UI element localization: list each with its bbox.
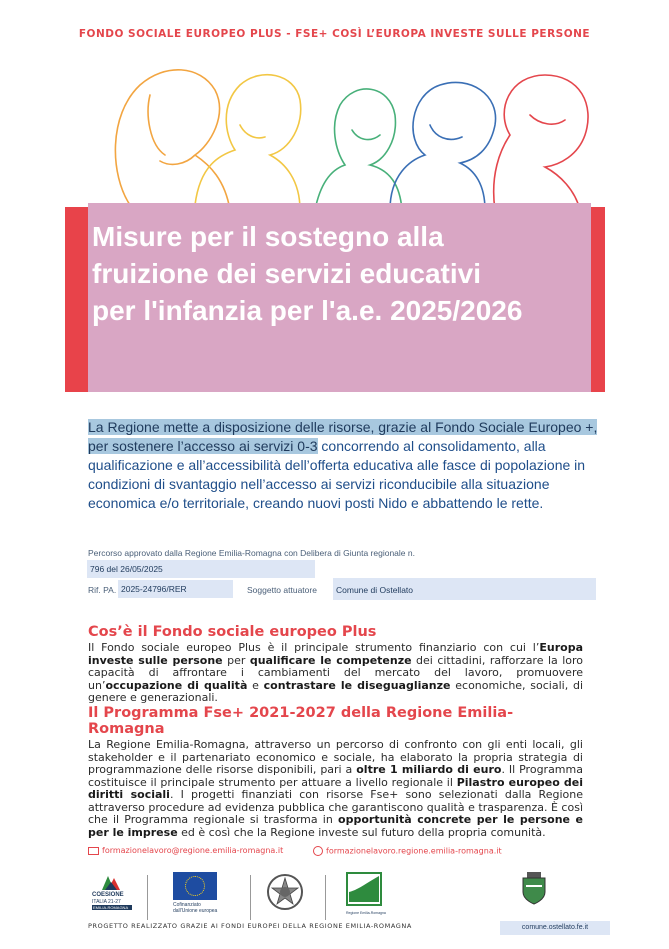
comune-url[interactable]: comune.ostellato.fe.it — [521, 924, 589, 931]
eu-flag-icon — [173, 872, 217, 900]
page-title — [92, 218, 592, 329]
soggetto-label: Soggetto attuatore — [247, 585, 317, 595]
divider — [250, 875, 251, 920]
rif-pa-field: 2025-24796/RER — [118, 580, 233, 598]
mail-icon — [88, 847, 99, 855]
title-line-1: Misure per il sostegno alla — [92, 221, 444, 252]
intro-rest: concorrendo al consolidamento, alla qualificazione e all’accessibilità dell’offerta educativa alle fasce di popolazione in condizioni di svantaggio nell’accesso ai servizi riconducibile alla situazione economica e/o territoriale, creando nuovi posti Nido e abbattendo le rette. — [88, 438, 586, 511]
footer-note: PROGETTO REALIZZATO GRAZIE AI FONDI EUROPEI DELLA REGIONE EMILIA-ROMAGNA — [88, 922, 412, 930]
face-yellow — [195, 75, 301, 210]
rif-pa-label: Rif. PA. — [88, 585, 117, 595]
coesione-mark-icon — [96, 872, 126, 892]
soggetto-field: Comune di Ostellato — [333, 578, 596, 600]
face-blue — [390, 82, 496, 210]
header-tagline — [0, 28, 669, 40]
face-green — [315, 89, 402, 210]
email-contact[interactable] — [88, 846, 283, 855]
email-link[interactable]: formazionelavoro@regione.emilia-romagna.it — [102, 846, 284, 855]
divider — [147, 875, 148, 920]
section-programma-body: La Regione Emilia-Romagna, attraverso un percorso di confronto con gli enti locali, gli stakeholder e il partenariato economico e sociale, ha elaborato la propria strategia di programmazione delle risorse disponibili, pari a oltre 1 miliardo di euro. Il Programma costituisce il principale strumento per attuare a livello regionale il Pilastro europeo dei diritti sociali. I progetti finanziati con risorse Fse+ sono selezionati dalla Regione attraverso procedure ad evidenza pubblica che garantiscono qualità e trasparenza. È così che il Programma regionale si trasforma in opportunità concrete per le persone e per le imprese ed è così che la Regione investe sul futuro della propria comunità. — [88, 738, 583, 839]
eu-logo: Cofinanziato dall'Unione europea — [173, 872, 223, 914]
face-orange — [115, 70, 230, 210]
section-programma-heading: Il Programma Fse+ 2021-2027 della Regione Emilia-Romagna — [88, 705, 514, 737]
globe-icon — [313, 846, 323, 856]
title-line-2: fruizione dei servizi educativi — [92, 258, 482, 289]
intro-highlighted: La Regione mette a disposizione delle risorse, grazie al Fondo Sociale Europeo +, per sostenere l’accesso ai servizi 0-3 — [88, 419, 598, 454]
approval-value-field: 796 del 26/05/2025 — [87, 560, 315, 578]
web-link[interactable]: formazionelavoro.regione.emilia-romagna.it — [326, 846, 502, 856]
regione-er-mark-icon — [346, 872, 382, 906]
section-fse-heading: Cos’è il Fondo sociale europeo Plus — [88, 624, 377, 640]
intro-paragraph — [88, 418, 598, 513]
title-line-3: per l'infanzia per l'a.e. 2025/2026 — [92, 295, 523, 326]
italian-republic-emblem-icon — [265, 870, 305, 914]
coesione-logo: COESIONE ITALIA 21-27 EMILIA-ROMAGNA — [92, 872, 132, 917]
approval-label: Percorso approvato dalla Regione Emilia-Romagna con Delibera di Giunta regionale n. — [88, 548, 415, 558]
tagline-right: COSÌ L’EUROPA INVESTE SULLE PERSONE — [332, 28, 591, 40]
people-illustration — [90, 55, 600, 215]
regione-er-logo: Regione Emilia-Romagna — [346, 872, 386, 915]
section-fse — [88, 624, 583, 705]
section-programma — [88, 705, 583, 839]
web-contact[interactable] — [313, 846, 502, 856]
divider — [325, 875, 326, 920]
section-fse-body: Il Fondo sociale europeo Plus è il principale strumento finanziario con cui l’Europa investe sulle persone per qualificare le competenze dei cittadini, rafforzare la loro capacità di affrontare i cambiamenti del mercato del lavoro, promuovere un’occupazione di qualità e contrastare le diseguaglianze economiche, sociali, di genere e generazionali. — [88, 641, 584, 704]
face-red — [494, 75, 588, 210]
tagline-left: FONDO SOCIALE EUROPEO PLUS - FSE+ — [78, 28, 328, 40]
comune-ostellato-crest-icon — [520, 870, 548, 906]
